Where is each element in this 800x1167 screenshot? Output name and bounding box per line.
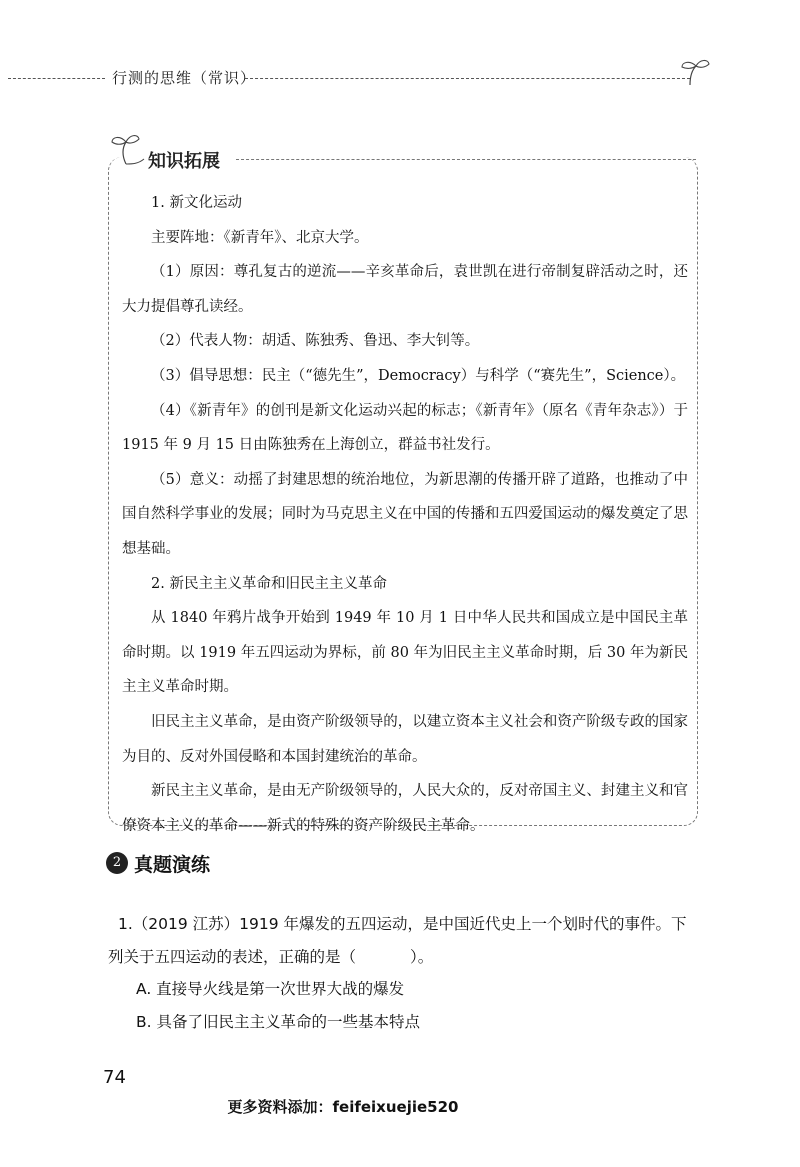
paragraph: （5）意义：动摇了封建思想的统治地位，为新思潮的传播开辟了道路，也推动了中国自然科学事业的发展；同时为马克思主义在中国的传播和五四爱国运动的爆发奠定了思想基础。 (122, 471, 688, 557)
footer-note (0, 1096, 800, 1117)
paragraph: 旧民主主义革命，是由资产阶级领导的，以建立资本主义社会和资产阶级专政的国家为目的、反对外国侵略和本国封建统治的革命。 (122, 713, 688, 765)
option-b: B. 具备了旧民主主义革命的一些基本特点 (136, 1012, 420, 1031)
paragraph: （4）《新青年》的创刊是新文化运动兴起的标志；《新青年》（原名《青年杂志》）于 1915 年 9 月 15 日由陈独秀在上海创立，群益书社发行。 (122, 402, 688, 454)
header-title: 行测的思维（常识） (112, 69, 257, 87)
question-stem-text: 1.（2019 江苏）1919 年爆发的五四运动，是中国近代史上一个划时代的事件。下列关于五四运动的表述，正确的是（ (108, 915, 687, 966)
page-number: 74 (103, 1067, 126, 1088)
paragraph: （1）原因：尊孔复古的逆流——辛亥革命后，袁世凯在进行帝制复辟活动之时，还大力提倡尊孔读经。 (122, 264, 688, 315)
paragraph: （3）倡导思想：民主（“德先生”，Democracy）与科学（“赛先生”，Science）。 (151, 367, 686, 384)
knowledge-content (122, 186, 688, 843)
section-badge: 2 (106, 852, 128, 874)
paragraph: 主要阵地：《新青年》、北京大学。 (151, 229, 369, 246)
paragraph: 2. 新民主主义革命和旧民主主义革命 (151, 575, 387, 592)
sprout-icon (676, 56, 712, 86)
header-rule-left (8, 78, 105, 79)
paragraph: 新民主主义革命，是由无产阶级领导的，人民大众的，反对帝国主义、封建主义和官僚资本主义的革命——新式的特殊的资产阶级民主革命。 (122, 783, 688, 834)
running-header (0, 64, 800, 104)
question-stem (108, 908, 700, 973)
question-block (108, 908, 700, 1038)
paragraph: 1. 新文化运动 (151, 195, 242, 211)
footer-note-text: 更多资料添加：feifeixuejie520 (227, 1098, 459, 1116)
paragraph: （2）代表人物：胡适、陈独秀、鲁迅、李大钊等。 (151, 333, 480, 350)
header-rule-right (245, 78, 690, 79)
paragraph: 从 1840 年鸦片战争开始到 1949 年 10 月 1 日中华人民共和国成立是中国民主革命时期。以 1919 年五四运动为界标，前 80 年为旧民主主义革命时期，后 30 年为新民主主义革命时期。 (122, 610, 688, 696)
question-stem-end: ）。 (410, 947, 434, 966)
box-label: 知识拓展 (148, 151, 220, 172)
option-a: A. 直接导火线是第一次世界大战的爆发 (136, 980, 405, 998)
section-title: 真题演练 (134, 854, 211, 876)
